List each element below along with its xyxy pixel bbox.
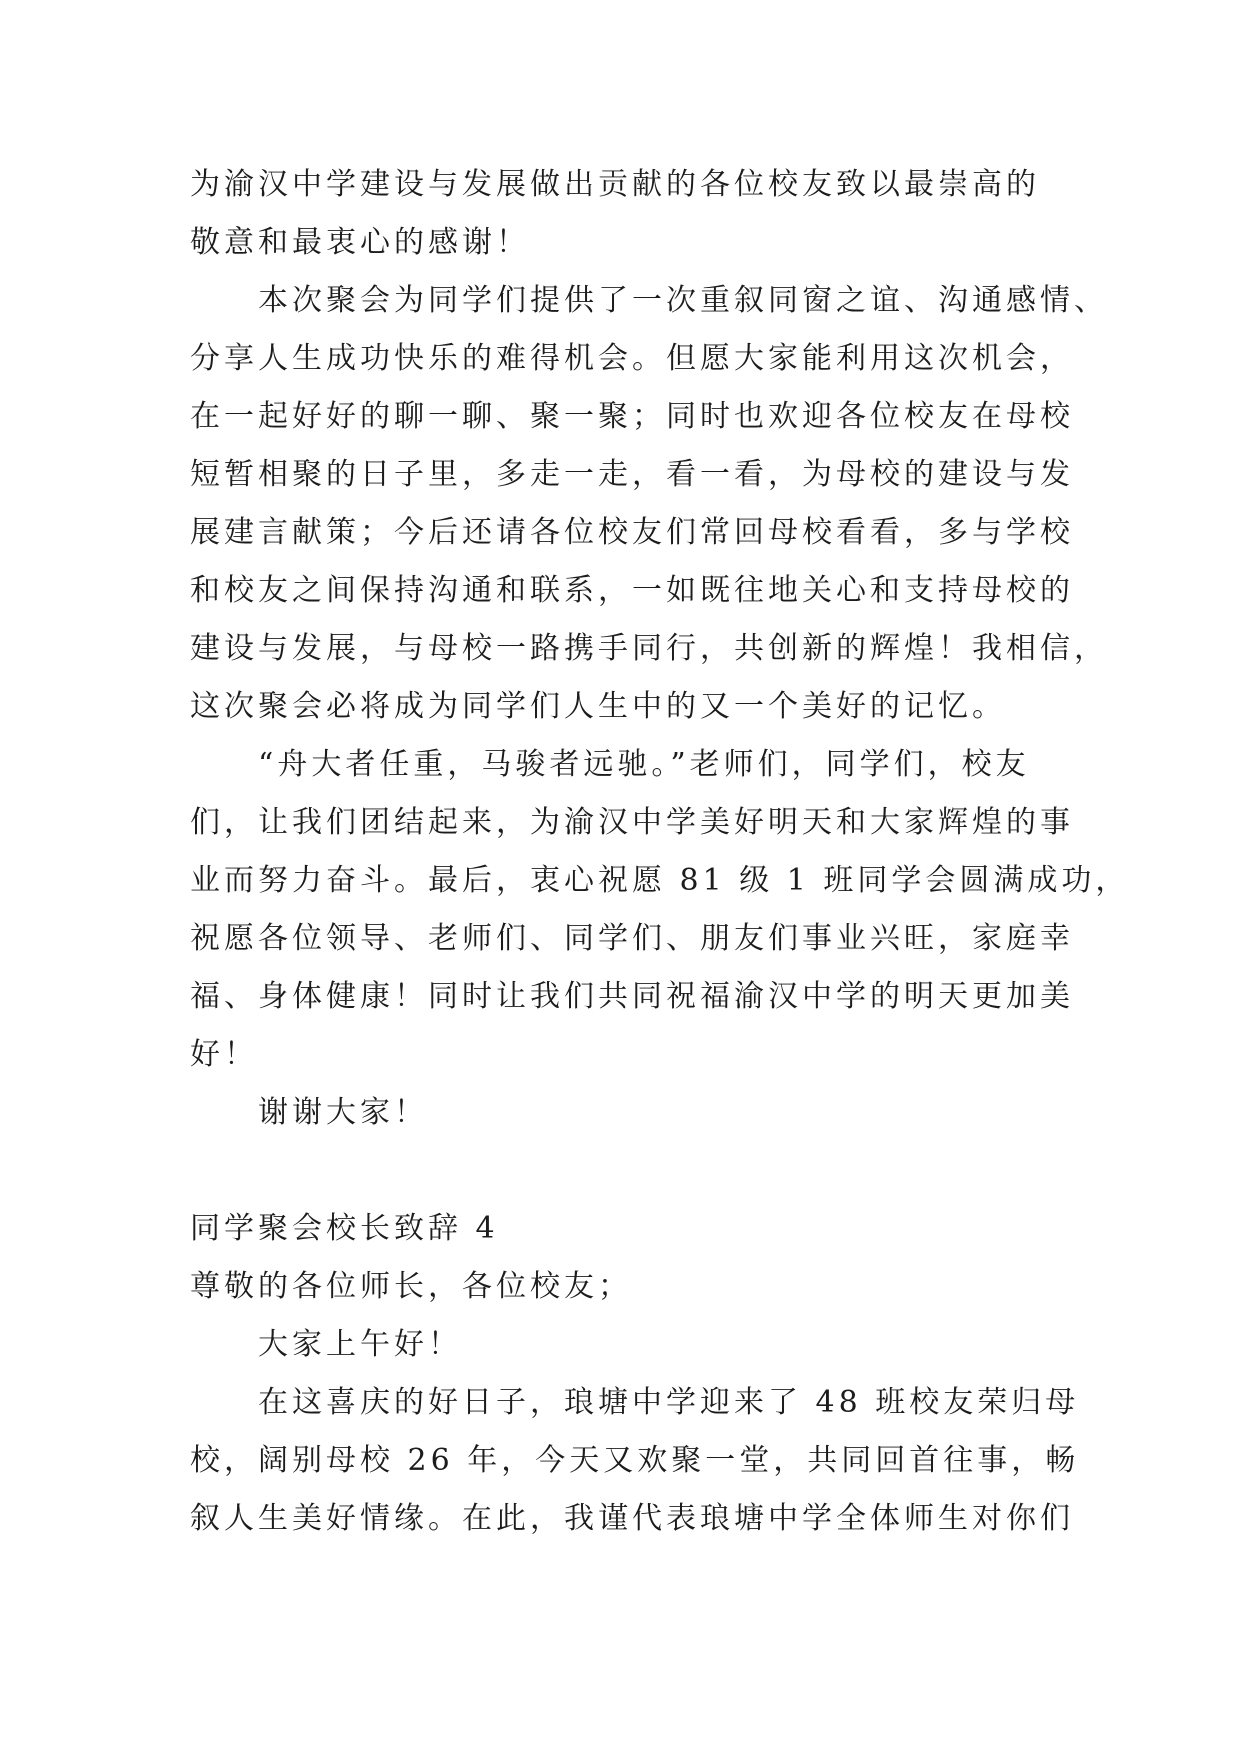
- section-heading: 同学聚会校长致辞 4: [190, 1211, 499, 1246]
- text-line: 大家上午好！: [258, 1327, 462, 1362]
- text-line: 校，阔别母校 26 年，今天又欢聚一堂，共同回首往事，畅: [190, 1443, 1080, 1478]
- paragraph-blessing: [190, 736, 1150, 1084]
- text-line: 祝愿各位领导、老师们、同学们、朋友们事业兴旺，家庭幸: [190, 921, 1074, 956]
- text-line: 业而努力奋斗。最后，衷心祝愿 81 级 1 班同学会圆满成功，: [190, 863, 1130, 898]
- paragraph-welcome: [190, 1374, 1150, 1548]
- text-line: 在这喜庆的好日子，琅塘中学迎来了 48 班校友荣归母: [258, 1385, 1080, 1420]
- text-line: 展建言献策；今后还请各位校友们常回母校看看，多与学校: [190, 515, 1074, 550]
- text-line: 好！: [190, 1037, 258, 1072]
- text-line: 叙人生美好情缘。在此，我谨代表琅塘中学全体师生对你们: [190, 1501, 1074, 1536]
- document-body: [190, 156, 1150, 1548]
- text-line: 敬意和最衷心的感谢！: [190, 225, 530, 260]
- text-line: 为渝汉中学建设与发展做出贡献的各位校友致以最崇高的: [190, 167, 1040, 202]
- paragraph-closing-thanks: [190, 156, 1150, 272]
- text-line: 建设与发展，与母校一路携手同行，共创新的辉煌！我相信，: [190, 631, 1108, 666]
- text-line: 和校友之间保持沟通和联系，一如既往地关心和支持母校的: [190, 573, 1074, 608]
- text-line: 本次聚会为同学们提供了一次重叙同窗之谊、沟通感情、: [258, 283, 1108, 318]
- text-line: 谢谢大家！: [258, 1095, 428, 1130]
- text-line: 们，让我们团结起来，为渝汉中学美好明天和大家辉煌的事: [190, 805, 1074, 840]
- blank-line: [190, 1142, 1150, 1200]
- text-line: 分享人生成功快乐的难得机会。但愿大家能利用这次机会，: [190, 341, 1074, 376]
- text-line: 这次聚会必将成为同学们人生中的又一个美好的记忆。: [190, 689, 1006, 724]
- paragraph-reunion-purpose: [190, 272, 1150, 736]
- paragraph-greeting: [190, 1316, 1150, 1374]
- text-line: 短暂相聚的日子里，多走一走，看一看，为母校的建设与发: [190, 457, 1074, 492]
- text-line: 福、身体健康！同时让我们共同祝福渝汉中学的明天更加美: [190, 979, 1074, 1014]
- text-line: “舟大者任重，马骏者远驰。”老师们，同学们，校友: [258, 747, 1030, 782]
- paragraph-thank-you: [190, 1084, 1150, 1142]
- text-line: 在一起好好的聊一聊、聚一聚；同时也欢迎各位校友在母校: [190, 399, 1074, 434]
- salutation: 尊敬的各位师长，各位校友；: [190, 1269, 632, 1304]
